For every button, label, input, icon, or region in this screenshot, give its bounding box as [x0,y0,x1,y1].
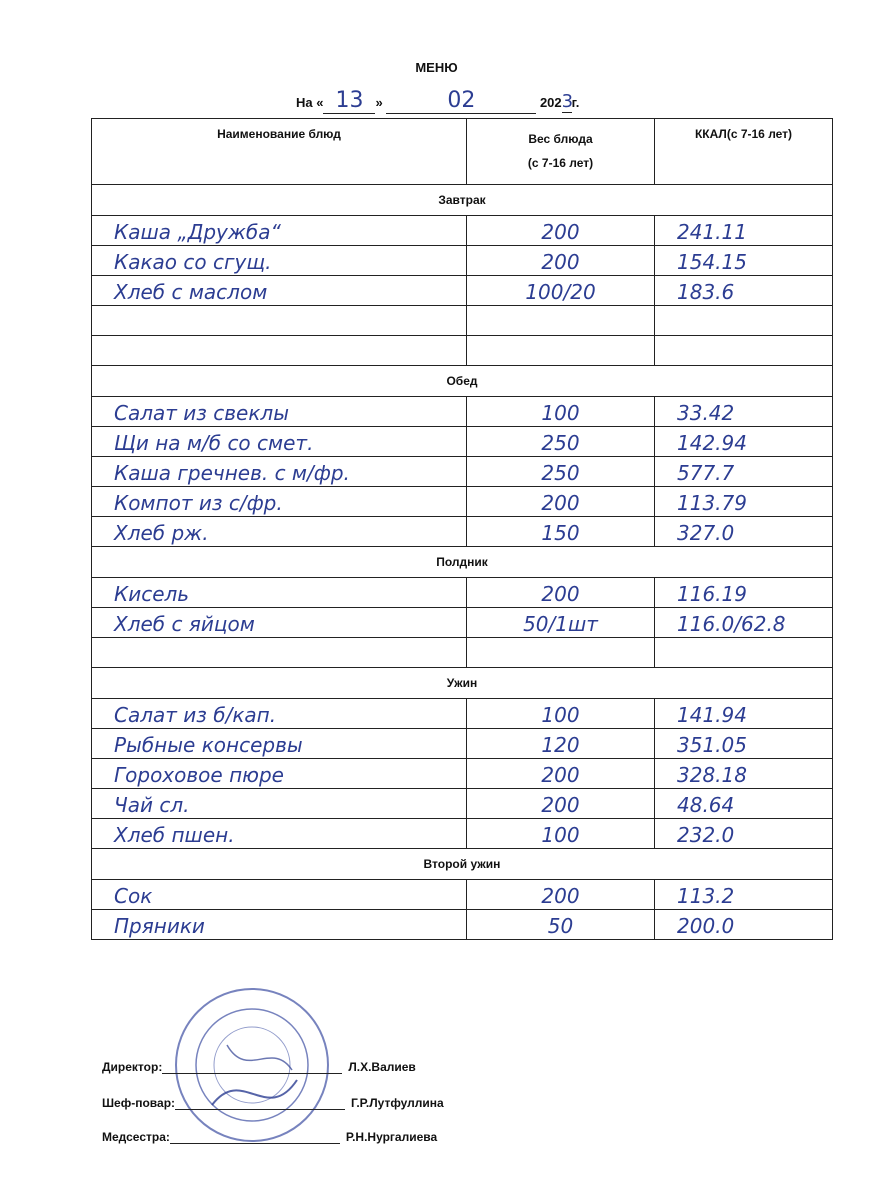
dish-kcal: 241.11 [677,220,747,244]
dish-weight: 50/1шт [523,612,598,636]
dish-weight-cell [467,427,655,457]
section-header-row [92,849,833,880]
empty-cell [655,336,833,366]
dish-name: Хлеб рж. [114,521,209,545]
dish-kcal: 48.64 [677,793,735,817]
date-prefix: На « [296,95,324,110]
dish-weight: 150 [541,521,580,545]
section-header-row [92,668,833,699]
dish-kcal-cell [655,880,833,910]
signature-director [102,1060,416,1074]
dish-name-cell [92,276,467,306]
dish-weight-cell [467,819,655,849]
dish-kcal-cell [655,487,833,517]
table-row [92,608,833,638]
dish-kcal: 327.0 [677,521,735,545]
date-year-suffix: г. [571,95,580,110]
dish-name: Салат из б/кап. [114,703,277,727]
dish-weight-cell [467,578,655,608]
signature-role: Директор: [102,1060,163,1074]
dish-weight-cell [467,216,655,246]
dish-kcal: 183.6 [677,280,735,304]
dish-name-cell [92,427,467,457]
dish-kcal-cell [655,910,833,940]
dish-kcal: 141.94 [677,703,747,727]
dish-weight: 200 [541,250,580,274]
dish-name-cell [92,487,467,517]
dish-kcal: 113.2 [677,884,735,908]
section-header-row [92,366,833,397]
dish-name-cell [92,729,467,759]
dish-weight-cell [467,276,655,306]
table-row [92,910,833,940]
dish-name-cell [92,699,467,729]
empty-cell [655,638,833,668]
signature-rule [162,1061,342,1074]
dish-name-cell [92,819,467,849]
dish-weight: 100 [541,823,580,847]
table-row [92,759,833,789]
dish-kcal: 116.19 [677,582,747,606]
empty-cell [92,336,467,366]
dish-name: Компот из с/фр. [114,491,283,515]
dish-weight: 200 [541,582,580,606]
dish-kcal: 232.0 [677,823,735,847]
section-title: Ужин [92,668,833,699]
empty-cell [92,638,467,668]
dish-kcal-cell [655,517,833,547]
empty-cell [467,306,655,336]
table-row [92,216,833,246]
dish-kcal: 577.7 [677,461,735,485]
dish-weight-cell [467,457,655,487]
dish-kcal-cell [655,608,833,638]
dish-kcal-cell [655,699,833,729]
dish-kcal-cell [655,427,833,457]
dish-weight: 200 [541,763,580,787]
dish-weight-cell [467,759,655,789]
dish-name-cell [92,216,467,246]
date-quote-close: » [375,95,383,110]
table-row [92,457,833,487]
dish-name: Кисель [114,582,190,606]
dish-weight: 100/20 [525,280,596,304]
table-row [92,517,833,547]
dish-name: Каша „Дружба“ [114,220,281,244]
table-row [92,789,833,819]
dish-weight: 200 [541,884,580,908]
dish-name: Салат из свеклы [114,401,289,425]
dish-kcal: 154.15 [677,250,747,274]
dish-kcal: 113.79 [677,491,747,515]
dish-name: Какао со сгущ. [114,250,272,274]
dish-weight-cell [467,880,655,910]
signature-role: Медсестра: [102,1130,170,1144]
dish-weight-cell [467,246,655,276]
dish-name-cell [92,517,467,547]
section-title: Завтрак [92,185,833,216]
dish-kcal-cell [655,397,833,427]
dish-name-cell [92,578,467,608]
section-title: Обед [92,366,833,397]
signature-nurse [102,1130,437,1144]
dish-kcal-cell [655,729,833,759]
dish-name-cell [92,880,467,910]
date-day: 13 [323,88,375,114]
empty-cell [655,306,833,336]
table-row [92,397,833,427]
dish-weight: 120 [541,733,580,757]
empty-cell [467,336,655,366]
dish-kcal: 328.18 [677,763,747,787]
table-row [92,729,833,759]
page-title: МЕНЮ [415,60,458,75]
dish-weight-cell [467,910,655,940]
dish-kcal-cell [655,789,833,819]
dish-kcal-cell [655,457,833,487]
column-header-dish-name: Наименование блюд [92,119,467,185]
dish-weight: 200 [541,793,580,817]
dish-weight: 250 [541,431,580,455]
dish-kcal: 200.0 [677,914,735,938]
column-header-kcal: ККАЛ(с 7-16 лет) [655,119,833,185]
date-year-prefix: 202 [539,95,562,110]
dish-kcal: 33.42 [677,401,735,425]
date-year-digit: 3 [561,91,574,112]
section-header-row [92,185,833,216]
table-header-row [92,119,833,185]
table-row [92,427,833,457]
signature-person: Р.Н.Нургалиева [345,1130,438,1144]
menu-table-body [92,185,833,940]
dish-kcal-cell [655,819,833,849]
empty-row [92,336,833,366]
empty-cell [467,638,655,668]
dish-name: Хлеб с маслом [114,280,268,304]
dish-kcal-cell [655,246,833,276]
dish-name-cell [92,397,467,427]
menu-table [91,118,833,940]
date-line [296,88,579,114]
dish-name: Щи на м/б со смет. [114,431,314,455]
dish-kcal: 116.0/62.8 [677,612,786,636]
dish-kcal-cell [655,578,833,608]
signature-person: Л.Х.Валиев [348,1060,416,1074]
dish-weight-cell [467,487,655,517]
signature-rule [170,1131,340,1144]
dish-name: Гороховое пюре [114,763,284,787]
table-row [92,246,833,276]
dish-weight: 250 [541,461,580,485]
dish-name-cell [92,759,467,789]
dish-kcal-cell [655,759,833,789]
signature-rule [175,1097,345,1110]
date-month: 02 [386,88,536,114]
dish-weight: 100 [541,703,580,727]
dish-name-cell [92,910,467,940]
empty-row [92,638,833,668]
signature-chef [102,1096,444,1110]
dish-kcal-cell [655,276,833,306]
dish-name: Хлеб с яйцом [114,612,255,636]
dish-weight-cell [467,699,655,729]
dish-name: Сок [114,884,153,908]
dish-name-cell [92,789,467,819]
column-header-weight [467,119,655,185]
dish-weight-cell [467,608,655,638]
dish-name: Пряники [114,914,205,938]
dish-kcal-cell [655,216,833,246]
section-title: Полдник [92,547,833,578]
table-row [92,276,833,306]
signature-person: Г.Р.Лутфуллина [351,1096,444,1110]
table-row [92,880,833,910]
section-header-row [92,547,833,578]
dish-weight: 100 [541,401,580,425]
dish-kcal: 351.05 [677,733,747,757]
table-row [92,487,833,517]
table-row [92,819,833,849]
dish-weight: 50 [547,914,574,938]
section-title: Второй ужин [92,849,833,880]
dish-weight-cell [467,397,655,427]
dish-weight-cell [467,517,655,547]
dish-name: Хлеб пшен. [114,823,235,847]
dish-name-cell [92,246,467,276]
dish-name: Каша гречнев. с м/фр. [114,461,350,485]
dish-weight-cell [467,789,655,819]
table-row [92,699,833,729]
column-header-weight-label: Вес блюда [528,132,593,146]
empty-row [92,306,833,336]
column-header-weight-age: (с 7-16 лет) [527,156,594,170]
dish-weight: 200 [541,491,580,515]
dish-weight: 200 [541,220,580,244]
empty-cell [92,306,467,336]
dish-name-cell [92,608,467,638]
table-row [92,578,833,608]
dish-kcal: 142.94 [677,431,747,455]
dish-name: Чай сл. [114,793,190,817]
signature-role: Шеф-повар: [102,1096,176,1110]
dish-weight-cell [467,729,655,759]
dish-name: Рыбные консервы [114,733,303,757]
dish-name-cell [92,457,467,487]
